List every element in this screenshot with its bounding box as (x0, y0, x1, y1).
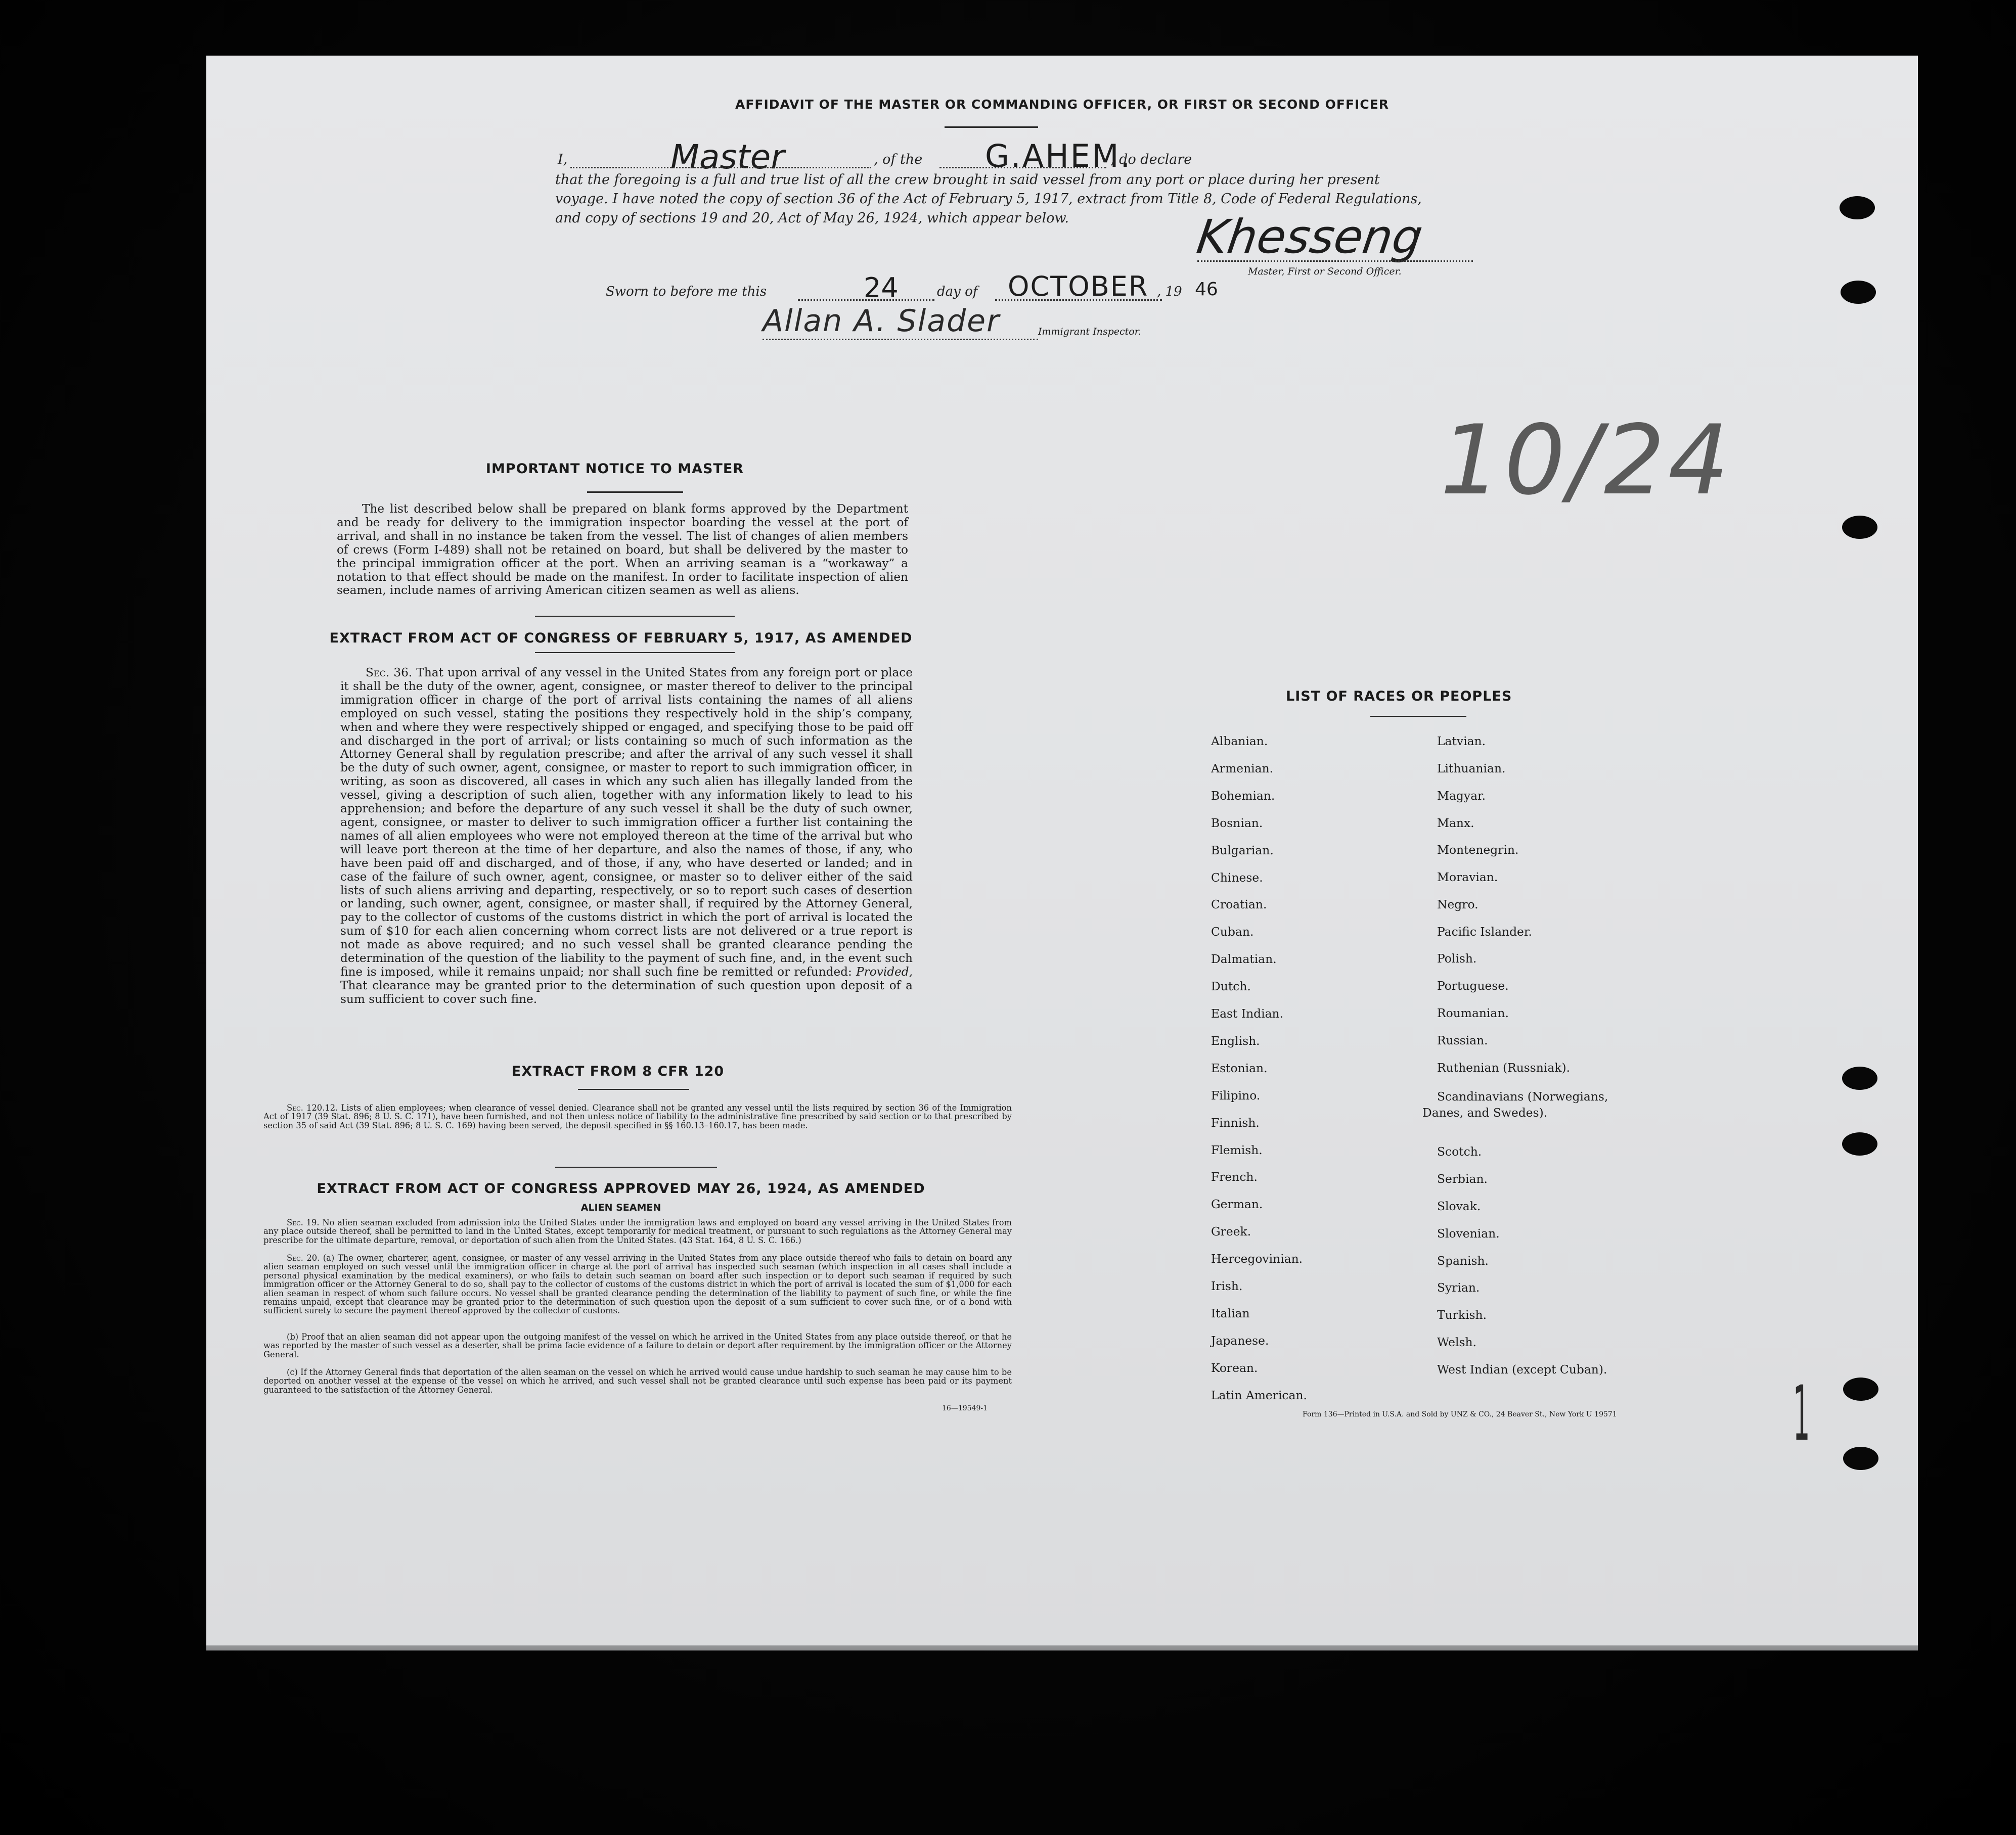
extract-cfr-heading: EXTRACT FROM 8 CFR 120 (511, 1064, 725, 1079)
binder-hole (1841, 281, 1876, 304)
race-item: Lithuanian. (1437, 761, 1506, 775)
race-item: Scandinavians (Norwegians, (1437, 1089, 1608, 1104)
race-item: Croatian. (1211, 897, 1267, 911)
race-item: West Indian (except Cuban). (1437, 1362, 1607, 1377)
handwritten-year: 46 (1195, 279, 1218, 300)
race-item: Moravian. (1437, 870, 1498, 884)
race-item: French. (1211, 1170, 1258, 1184)
race-item: Dalmatian. (1211, 952, 1277, 966)
divider (587, 491, 683, 493)
race-item: Chinese. (1211, 870, 1263, 885)
sworn-year-prefix: , 19 (1157, 284, 1182, 299)
race-item: Estonian. (1211, 1061, 1268, 1075)
provided-word: Provided, (856, 965, 913, 979)
race-item: Spanish. (1437, 1254, 1489, 1268)
handwritten-vessel-name: G.AHEM. (985, 137, 1132, 174)
affidavit-line-4: and copy of sections 19 and 20, Act of May 26, 1924, which appear below. (555, 210, 1069, 226)
race-item: Hercegovinian. (1211, 1252, 1303, 1266)
race-item: Armenian. (1211, 761, 1274, 775)
handwritten-month: OCTOBER (1008, 270, 1149, 302)
binder-hole (1842, 1067, 1877, 1090)
affidavit-of-the: , of the (874, 152, 923, 167)
race-item: Greek. (1211, 1224, 1251, 1238)
race-item: Ruthenian (Russniak). (1437, 1061, 1571, 1075)
race-item: Turkish. (1437, 1308, 1487, 1322)
dotted-line (995, 299, 1162, 301)
dotted-line (570, 167, 871, 168)
binder-hole (1843, 1447, 1878, 1470)
handwritten-master: Master (670, 137, 785, 176)
divider (535, 652, 735, 653)
sworn-day-of: day of (937, 284, 978, 299)
section-text: No alien seaman excluded from admission into the United States under the immigration laws and employed on board any vessel arriving in the United States from any place outside thereof, shall be permitted to land in the United States, except temporarily for medical treatment, or pursuant to such regulations as the Attorney General may prescribe for the ultimate departure, removal, or deportation of such alien from the United States. (43 Stat. 164, 8 U. S. C. 166.) (263, 1218, 1012, 1245)
races-heading: LIST OF RACES OR PEOPLES (1286, 689, 1512, 704)
race-item: Italian (1211, 1306, 1250, 1320)
race-item: Japanese. (1211, 1334, 1269, 1348)
document-page (206, 56, 1918, 1645)
affidavit-line-2: that the foregoing is a full and true list of all the crew brought in said vessel from any port or place during her present (555, 172, 1380, 188)
divider (945, 126, 1038, 128)
affidavit-line-3: voyage. I have noted the copy of section 36 of the Act of February 5, 1917, extract from Title 8, Code of Federal Regulations, (555, 191, 1422, 207)
affidavit-title: AFFIDAVIT OF THE MASTER OR COMMANDING OFFICER, OR FIRST OR SECOND OFFICER (735, 97, 1390, 112)
binder-hole (1842, 516, 1877, 539)
race-item: Albanian. (1211, 734, 1268, 748)
binder-hole (1843, 1378, 1878, 1401)
race-item: Filipino. (1211, 1088, 1261, 1103)
race-item: Magyar. (1437, 789, 1486, 803)
extract-cfr-text (263, 1104, 1012, 1130)
race-item: Latvian. (1437, 734, 1486, 748)
affidavit-line-1: I, (558, 152, 568, 167)
section-text: (a) The owner, charterer, agent, consignee, or master of any vessel arriving in the United States from any place outside thereof who fails to detain on board any alien seaman employed on such vessel until the immigration officer in charge at the port of arrival has inspected such seaman (which inspection in all cases shall include a personal physical examination by the medical examiners), or who fails to detain such seaman on board after such inspection or to deport such seaman if required by such immigration officer or the Attorney General to do so, shall pay to the collector of customs of the customs district in which the port of arrival is located the sum of $1,000 for each alien seaman in respect of whom such failure occurs. No vessel shall be granted clearance pending the determination of the liability to payment of such fine, or while the fine remains unpaid, except that clearance may be granted prior to the determination of such question upon the deposit of a sum sufficient to cover such fine, or of a bond with sufficient surety to secure the payment thereof approved by the collector of customs. (263, 1253, 1012, 1316)
dotted-line (939, 167, 1106, 168)
sworn-prefix: Sworn to before me this (606, 284, 767, 299)
extract-1924-sec20c: (c) If the Attorney General finds that deportation of the alien seaman on the vessel on which he arrived would cause undue hardship to such seaman he may cause him to be deported on another vessel at the expense of the vessel on which he arrived, and such vessel shall not be granted clearance until such expense has been paid or its payment guaranteed to the satisfaction of the Attorney General. (263, 1367, 1012, 1395)
race-item: Roumanian. (1437, 1006, 1509, 1020)
inspector-signature: Allan A. Slader (763, 303, 1000, 339)
race-item: Portuguese. (1437, 979, 1509, 993)
race-item: Cuban. (1211, 925, 1254, 939)
binder-hole (1840, 196, 1875, 219)
extract-1924-sec19 (263, 1218, 1012, 1245)
extract-1924-sec20a (263, 1254, 1012, 1315)
alien-seamen-subheading: ALIEN SEAMEN (580, 1202, 661, 1213)
extract-1917-text (340, 666, 913, 1006)
signature-label: Master, First or Second Officer. (1248, 266, 1402, 277)
race-item: East Indian. (1211, 1006, 1284, 1021)
divider (1370, 716, 1466, 717)
race-item: Bulgarian. (1211, 843, 1274, 857)
race-item: Bohemian. (1211, 789, 1275, 803)
race-item: Pacific Islander. (1437, 925, 1532, 939)
section-label: Sec. 19. (287, 1218, 320, 1227)
extract-1917-heading: EXTRACT FROM ACT OF CONGRESS OF FEBRUARY 5, 1917, AS AMENDED (329, 630, 913, 646)
inspector-label: Immigrant Inspector. (1038, 326, 1141, 337)
master-signature: Khesseng (1193, 210, 1426, 264)
race-item: Latin American. (1211, 1388, 1307, 1402)
race-item: Manx. (1437, 816, 1474, 830)
section-label: Sec. 36. (366, 666, 413, 679)
race-item: Flemish. (1211, 1143, 1263, 1157)
notice-text: The list described below shall be prepared on blank forms approved by the Department and be ready for delivery to the immigration inspector boarding the vessel at the port of arrival, and shall in no instance be taken from the vessel. The list of changes of alien members of crews (Form I-489) shall not be retained on board, but shall be delivered by the master to the principal immigration officer at the port. When an arriving seaman is a “workaway” a notation to that effect should be made on the manifest. In order to facilitate inspection of alien seamen, include names of arriving American citizen seamen as well as aliens. (337, 502, 908, 598)
notice-heading: IMPORTANT NOTICE TO MASTER (485, 461, 744, 477)
race-item: Scotch. (1437, 1144, 1482, 1159)
race-item: Russian. (1437, 1033, 1488, 1047)
race-item: Finnish. (1211, 1116, 1260, 1130)
handwritten-date-note: 10/24 (1440, 404, 1732, 516)
race-item: English. (1211, 1034, 1260, 1048)
dotted-line (1197, 260, 1473, 262)
race-item: German. (1211, 1197, 1263, 1211)
section-label: Sec. 20. (287, 1253, 320, 1263)
extract-1924-heading: EXTRACT FROM ACT OF CONGRESS APPROVED MAY 26, 1924, AS AMENDED (317, 1181, 925, 1197)
margin-mark: 1 (1793, 1370, 1810, 1458)
race-item: Slovak. (1437, 1199, 1481, 1213)
race-item: Korean. (1211, 1361, 1258, 1375)
race-item: Irish. (1211, 1279, 1243, 1293)
race-item-continued: Danes, and Swedes). (1422, 1106, 1548, 1120)
race-item: Montenegrin. (1437, 843, 1519, 857)
race-item: Negro. (1437, 897, 1479, 911)
race-item: Serbian. (1437, 1172, 1488, 1186)
divider (535, 616, 735, 617)
handwritten-day: 24 (864, 272, 899, 304)
dotted-line (763, 339, 1038, 340)
dotted-line (798, 299, 934, 301)
affidavit-declare: , do declare (1110, 152, 1192, 167)
divider (578, 1089, 689, 1090)
section-label: Sec. 120.12. (287, 1103, 338, 1113)
form-code: 16—19549-1 (942, 1404, 988, 1412)
section-text: That upon arrival of any vessel in the United States from any foreign port or place it shall be the duty of the owner, agent, consignee, or master thereof to deliver to the principal immigration officer in charge of the port of arrival lists containing the names of all aliens employed on such vessel, stating the positions they respectively hold in the ship’s company, when and where they were respectively shipped or engaged, and specifying those to be paid off and discharged in the port of arrival; or lists containing so much of such information as the Attorney General shall by regulation prescribe; and after the arrival of any such vessel it shall be the duty of such owner, agent, consignee, or master to report to such immigration officer, in writing, as soon as discovered, all cases in which any such alien has illegally landed from the vessel, giving a description of such alien, together with any information likely to lead to his apprehension; and before the departure of any such vessel it shall be the duty of such owner, agent, consignee, or master to deliver to such immigration officer a further list containing the names of all alien employees who were not employed thereon at the time of the arrival but who will leave port thereon at the time of her departure, and also the names of those, if any, who have been paid off and discharged, and of those, if any, who have deserted or landed; and in case of the failure of such owner, agent, consignee, or master so to deliver either of the said lists of such aliens arriving and departing, respectively, or so to report such cases of desertion or landing, such owner, agent, consignee, or master shall, if required by the Attorney General, pay to the collector of customs of the customs district in which the port of arrival is located the sum of $10 for each alien concerning whom correct lists are not delivered or a true report is not made as above required; and no such vessel shall be granted clearance pending the determination of the question of the liability to the payment of such fine, and, in the event such fine is imposed, while it remains unpaid; nor shall such fine be remitted or refunded: (340, 666, 913, 979)
race-item: Slovenian. (1437, 1226, 1500, 1241)
section-text: Lists of alien employees; when clearance of vessel denied. Clearance shall not be granted any vessel until the lists required by section 36 of the Immigration Act of 1917 (39 Stat. 896; 8 U. S. C. 171), have been furnished, and not then unless notice of liability to the administrative fine prescribed by said section or to that prescribed by section 35 of said Act (39 Stat. 896; 8 U. S. C. 169) having been served, the deposit specified in §§ 160.13–160.17, has been made. (263, 1103, 1012, 1130)
race-item: Polish. (1437, 951, 1477, 966)
divider (555, 1167, 717, 1168)
race-item: Welsh. (1437, 1335, 1476, 1349)
race-item: Bosnian. (1211, 816, 1263, 830)
binder-hole (1842, 1132, 1877, 1156)
printer-footer: Form 136—Printed in U.S.A. and Sold by UNZ & CO., 24 Beaver St., New York U 19571 (1303, 1410, 1617, 1418)
section-text: That clearance may be granted prior to the determination of such question upon deposit of a sum sufficient to cover such fine. (340, 978, 913, 1006)
extract-1924-sec20b: (b) Proof that an alien seaman did not appear upon the outgoing manifest of the vessel on which he arrived in the United States from any place outside thereof, or that he was reported by the master of such vessel as a deserter, shall be prima facie evidence of a failure to detain or deport after requirement by the immigration officer or the Attorney General. (263, 1332, 1012, 1359)
race-item: Syrian. (1437, 1280, 1480, 1295)
race-item: Dutch. (1211, 979, 1251, 993)
